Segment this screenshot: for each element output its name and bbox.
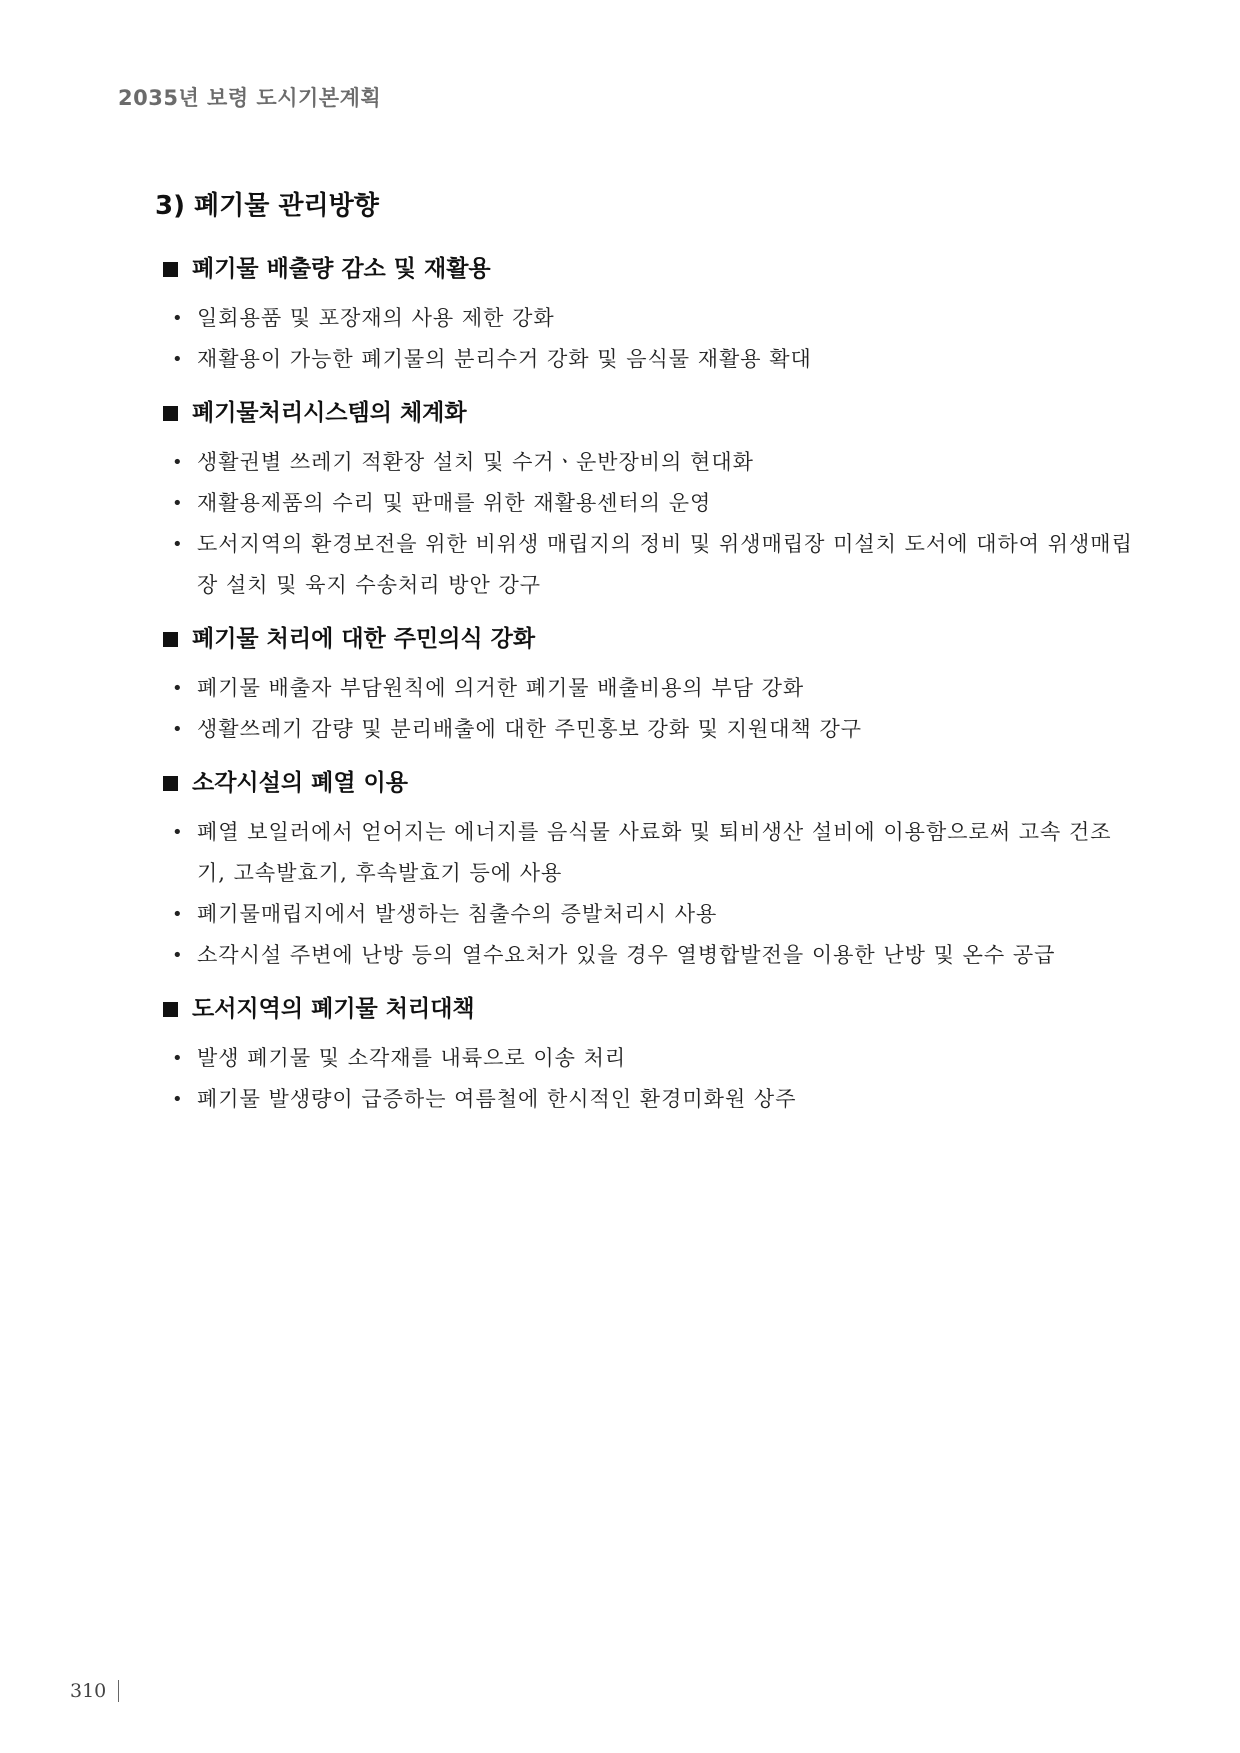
bullet-dot-icon: • <box>172 308 184 329</box>
bullet-list <box>155 668 1135 750</box>
bullet-dot-icon: • <box>172 945 184 966</box>
list-item-text: 재활용이 가능한 폐기물의 분리수거 강화 및 음식물 재활용 확대 <box>197 347 812 371</box>
square-bullet-icon <box>163 776 178 791</box>
list-item <box>155 894 1135 935</box>
subsection-heading-text: 폐기물처리시스템의 체계화 <box>192 400 467 426</box>
square-bullet-icon <box>163 406 178 421</box>
bullet-dot-icon: • <box>172 534 184 555</box>
list-item-text: 폐기물 배출자 부담원칙에 의거한 폐기물 배출비용의 부담 강화 <box>197 676 805 700</box>
page-number: 310 <box>70 1680 107 1702</box>
list-item-text: 일회용품 및 포장재의 사용 제한 강화 <box>197 306 555 330</box>
square-bullet-icon <box>163 632 178 647</box>
subsection-heading <box>163 766 1135 800</box>
list-item <box>155 709 1135 750</box>
subsection-heading-text: 소각시설의 폐열 이용 <box>192 770 408 796</box>
bullet-dot-icon: • <box>172 678 184 699</box>
bullet-dot-icon: • <box>172 493 184 514</box>
bullet-list <box>155 298 1135 380</box>
list-item-text: 소각시설 주변에 난방 등의 열수요처가 있을 경우 열병합발전을 이용한 난방 및 온수 공급 <box>197 943 1056 967</box>
bullet-dot-icon: • <box>172 1048 184 1069</box>
subsection-heading-text: 폐기물 배출량 감소 및 재활용 <box>192 256 491 282</box>
subsection-heading <box>163 252 1135 286</box>
list-item-text: 폐기물매립지에서 발생하는 침출수의 증발처리시 사용 <box>197 902 718 926</box>
list-item <box>155 1079 1135 1120</box>
square-bullet-icon <box>163 262 178 277</box>
bullet-list <box>155 812 1135 976</box>
list-item <box>155 935 1135 976</box>
bullet-dot-icon: • <box>172 1089 184 1110</box>
bullet-list <box>155 442 1135 606</box>
bullet-dot-icon: • <box>172 719 184 740</box>
subsection <box>155 396 1135 606</box>
list-item <box>155 524 1135 606</box>
subsection-heading <box>163 396 1135 430</box>
list-item-text: 생활쓰레기 감량 및 분리배출에 대한 주민홍보 강화 및 지원대책 강구 <box>197 717 863 741</box>
subsection-heading-text: 도서지역의 폐기물 처리대책 <box>192 996 475 1022</box>
main-content <box>155 188 1135 1136</box>
list-item-text: 생활권별 쓰레기 적환장 설치 및 수거ㆍ운반장비의 현대화 <box>197 450 754 474</box>
bullet-list <box>155 1038 1135 1120</box>
bullet-dot-icon: • <box>172 904 184 925</box>
subsection <box>155 766 1135 976</box>
subsection-heading <box>163 992 1135 1026</box>
page-number-divider <box>118 1680 119 1702</box>
bullet-dot-icon: • <box>172 452 184 473</box>
list-item-text: 도서지역의 환경보전을 위한 비위생 매립지의 정비 및 위생매립장 미설치 도서에 대하여 위생매립장 설치 및 육지 수송처리 방안 강구 <box>197 532 1133 597</box>
list-item-text: 폐열 보일러에서 얻어지는 에너지를 음식물 사료화 및 퇴비생산 설비에 이용함으로써 고속 건조기, 고속발효기, 후속발효기 등에 사용 <box>197 820 1112 885</box>
square-bullet-icon <box>163 1002 178 1017</box>
list-item-text: 폐기물 발생량이 급증하는 여름철에 한시적인 환경미화원 상주 <box>197 1087 797 1111</box>
list-item-text: 발생 폐기물 및 소각재를 내륙으로 이송 처리 <box>197 1046 627 1070</box>
list-item <box>155 339 1135 380</box>
bullet-dot-icon: • <box>172 349 184 370</box>
running-header: 2035년 보령 도시기본계획 <box>118 86 382 110</box>
section-title: 3) 폐기물 관리방향 <box>155 191 379 221</box>
list-item <box>155 298 1135 339</box>
bullet-dot-icon: • <box>172 822 184 843</box>
subsection <box>155 252 1135 380</box>
list-item <box>155 483 1135 524</box>
subsection-heading-text: 폐기물 처리에 대한 주민의식 강화 <box>192 626 536 652</box>
subsection <box>155 622 1135 750</box>
subsection <box>155 992 1135 1120</box>
list-item <box>155 812 1135 894</box>
subsection-heading <box>163 622 1135 656</box>
list-item <box>155 442 1135 483</box>
list-item <box>155 1038 1135 1079</box>
list-item-text: 재활용제품의 수리 및 판매를 위한 재활용센터의 운영 <box>197 491 712 515</box>
list-item <box>155 668 1135 709</box>
